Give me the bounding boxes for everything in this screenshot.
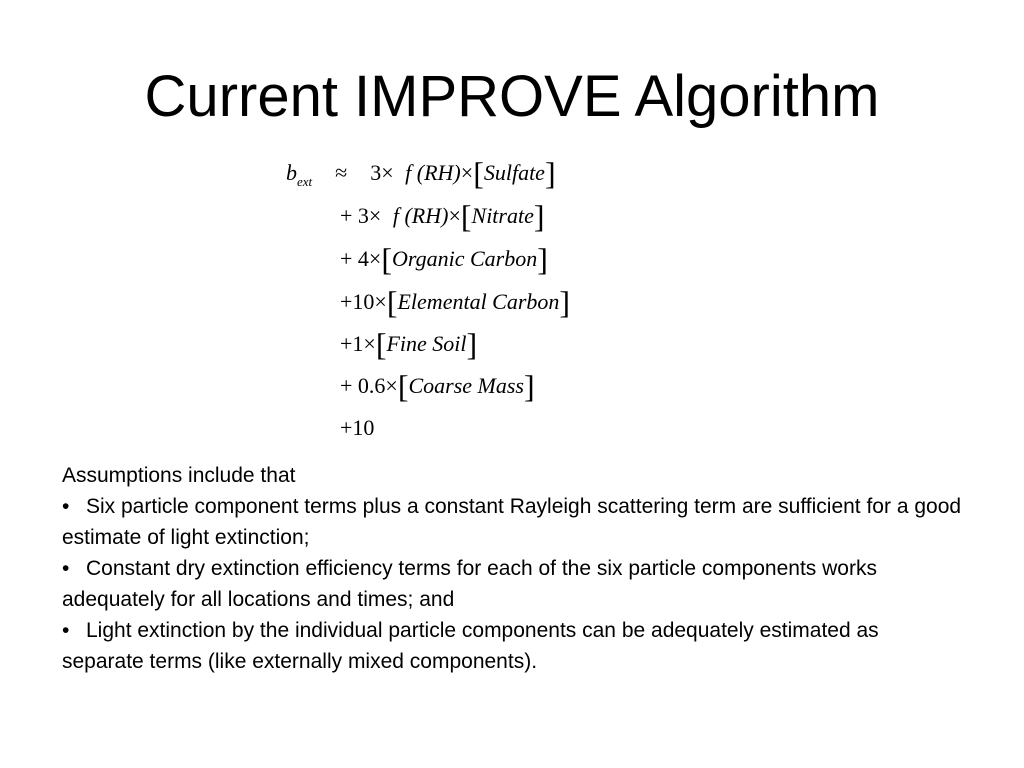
assumption-text: Light extinction by the individual particle components can be adequately estimated as separate terms (like externally mixed components). bbox=[62, 619, 879, 673]
assumption-text: Six particle component terms plus a constant Rayleigh scattering term are sufficient for a good estimate of light extinction; bbox=[62, 495, 962, 549]
equation-function-arg: (RH) bbox=[404, 203, 449, 228]
bullet-icon: • bbox=[62, 495, 70, 518]
equation-coefficient: + 3× bbox=[340, 203, 382, 228]
equation-bracket-open: [ bbox=[473, 155, 484, 191]
equation-bracket-open: [ bbox=[381, 241, 392, 277]
assumption-bullet bbox=[62, 491, 962, 553]
equation-line-nitrate bbox=[340, 198, 545, 234]
equation-line-fine-soil bbox=[340, 326, 478, 362]
equation-function-arg: (RH) bbox=[416, 160, 461, 185]
equation-term: Elemental Carbon bbox=[397, 289, 560, 314]
equation-term: Fine Soil bbox=[386, 331, 467, 356]
equation-coefficient: +1× bbox=[340, 331, 376, 356]
equation-bracket-close: ] bbox=[537, 241, 548, 277]
assumption-bullet bbox=[62, 553, 962, 615]
equation-bracket-open: [ bbox=[386, 284, 398, 320]
assumptions-block bbox=[62, 460, 962, 677]
equation-term: Sulfate bbox=[483, 160, 545, 185]
equation-lhs-symbol: b bbox=[286, 160, 297, 185]
slide-title: Current IMPROVE Algorithm bbox=[144, 64, 880, 129]
equation-line-elemental-carbon bbox=[340, 284, 571, 320]
equation-function: f bbox=[405, 160, 412, 185]
equation-term: Organic Carbon bbox=[391, 246, 538, 271]
equation-line-rayleigh-constant bbox=[340, 413, 374, 443]
assumption-bullet bbox=[62, 615, 962, 677]
equation-bracket-open: [ bbox=[375, 326, 387, 362]
equation-bracket-open: [ bbox=[460, 198, 472, 234]
equation-bracket-close: ] bbox=[533, 198, 545, 234]
equation-term: Coarse Mass bbox=[408, 373, 524, 398]
equation-coefficient: 3× bbox=[370, 160, 394, 185]
bullet-icon: • bbox=[62, 557, 70, 580]
equation-coefficient: +10 bbox=[340, 415, 375, 440]
equation-multiply: × bbox=[460, 160, 474, 185]
equation-lhs-subscript: ext bbox=[297, 174, 313, 189]
bullet-icon: • bbox=[62, 619, 70, 642]
assumption-text: Constant dry extinction efficiency terms for each of the six particle components works adequately for all locations and times; and bbox=[62, 557, 877, 611]
equation-term: Nitrate bbox=[471, 203, 534, 228]
equation-approx-sign: ≈ bbox=[335, 160, 348, 185]
equation-line-sulfate bbox=[286, 155, 556, 197]
equation-bracket-close: ] bbox=[524, 368, 535, 404]
assumptions-intro: Assumptions include that bbox=[62, 464, 296, 487]
equation-coefficient: + 4× bbox=[340, 246, 382, 271]
equation-line-coarse-mass bbox=[340, 368, 535, 404]
equation-line-organic-carbon bbox=[340, 241, 548, 277]
equation-function: f bbox=[392, 203, 399, 228]
equation-bracket-close: ] bbox=[544, 155, 556, 191]
equation-coefficient: + 0.6× bbox=[340, 373, 398, 398]
equation-coefficient: +10× bbox=[340, 289, 387, 314]
equation-bracket-close: ] bbox=[559, 284, 571, 320]
equation-bracket-close: ] bbox=[466, 326, 478, 362]
equation-multiply: × bbox=[448, 203, 461, 228]
equation-bracket-open: [ bbox=[397, 368, 409, 404]
